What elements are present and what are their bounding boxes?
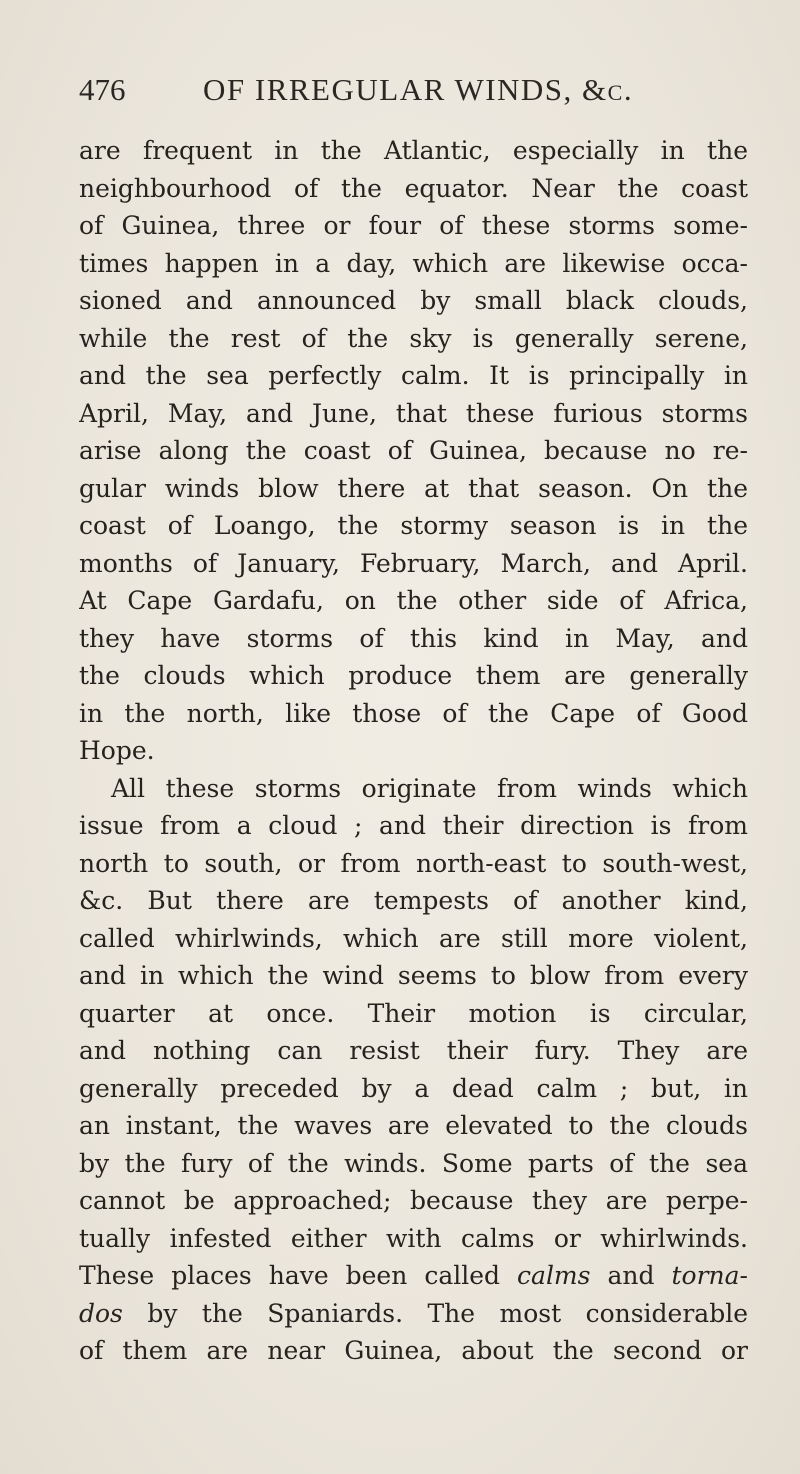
text-line: sioned and announced by small black clouds, xyxy=(79,286,748,315)
page-number: 476 xyxy=(79,72,126,107)
text-line: called whirlwinds, which are still more violent, xyxy=(79,923,748,953)
text-line: coast of Loango, the stormy season is in the xyxy=(79,511,748,540)
text-line: the clouds which produce them are generally xyxy=(79,661,748,690)
text-line: &c. But there are tempests of another kind, xyxy=(79,886,748,915)
text-line: neighbourhood of the equator. Near the coast xyxy=(79,173,748,203)
text-line: and nothing can resist their fury. They are xyxy=(79,1036,748,1065)
text-line: and the sea perfectly calm. It is principally in xyxy=(79,361,748,390)
text-line: cannot be approached; because they are perpe- xyxy=(79,1186,748,1215)
text-line-with-italics xyxy=(79,1295,748,1333)
text-line: are frequent in the Atlantic, especially in the xyxy=(79,136,748,165)
text-line: April, May, and June, that these furious storms xyxy=(79,398,748,428)
text-line: issue from a cloud ; and their direction is from xyxy=(79,811,748,840)
body-text xyxy=(79,132,748,1370)
text-fragment: These places have been called xyxy=(79,1261,501,1290)
italic-term-torna: torna- xyxy=(671,1261,748,1290)
text-line: and in which the wind seems to blow from every xyxy=(79,961,748,990)
text-line: arise along the coast of Guinea, because no re- xyxy=(79,436,748,465)
text-line: an instant, the waves are elevated to the clouds xyxy=(79,1111,748,1140)
text-line: gular winds blow there at that season. On the xyxy=(79,473,748,503)
text-line: by the fury of the winds. Some parts of the sea xyxy=(79,1148,748,1178)
text-line: months of January, February, March, and April. xyxy=(79,548,748,578)
text-line: in the north, like those of the Cape of Good xyxy=(79,698,748,728)
text-line: while the rest of the sky is generally serene, xyxy=(79,323,748,353)
running-title: OF IRREGULAR WINDS, &c. xyxy=(203,72,634,107)
text-line: north to south, or from north-east to south-west, xyxy=(79,848,748,878)
text-line: they have storms of this kind in May, and xyxy=(79,623,748,653)
text-line: All these storms originate from winds which xyxy=(111,773,748,803)
text-line: Hope. xyxy=(79,736,155,765)
text-line-with-italics xyxy=(79,1257,748,1295)
text-line: quarter at once. Their motion is circular, xyxy=(79,998,748,1028)
text-line: tually infested either with calms or whirlwinds. xyxy=(79,1223,748,1253)
text-line: of Guinea, three or four of these storms some- xyxy=(79,211,748,240)
running-head xyxy=(79,72,748,116)
italic-term-calms: calms xyxy=(517,1261,591,1290)
text-fragment: and xyxy=(607,1261,655,1290)
text-fragment: by the Spaniards. The most considerable xyxy=(122,1298,748,1328)
text-fragment xyxy=(79,1299,748,1328)
text-line: generally preceded by a dead calm ; but, in xyxy=(79,1073,748,1103)
text-line: At Cape Gardafu, on the other side of Africa, xyxy=(79,586,748,615)
text-line: of them are near Guinea, about the second or xyxy=(79,1336,748,1365)
italic-term-dos: dos xyxy=(79,1298,123,1328)
text-line: times happen in a day, which are likewise occa- xyxy=(79,248,748,278)
